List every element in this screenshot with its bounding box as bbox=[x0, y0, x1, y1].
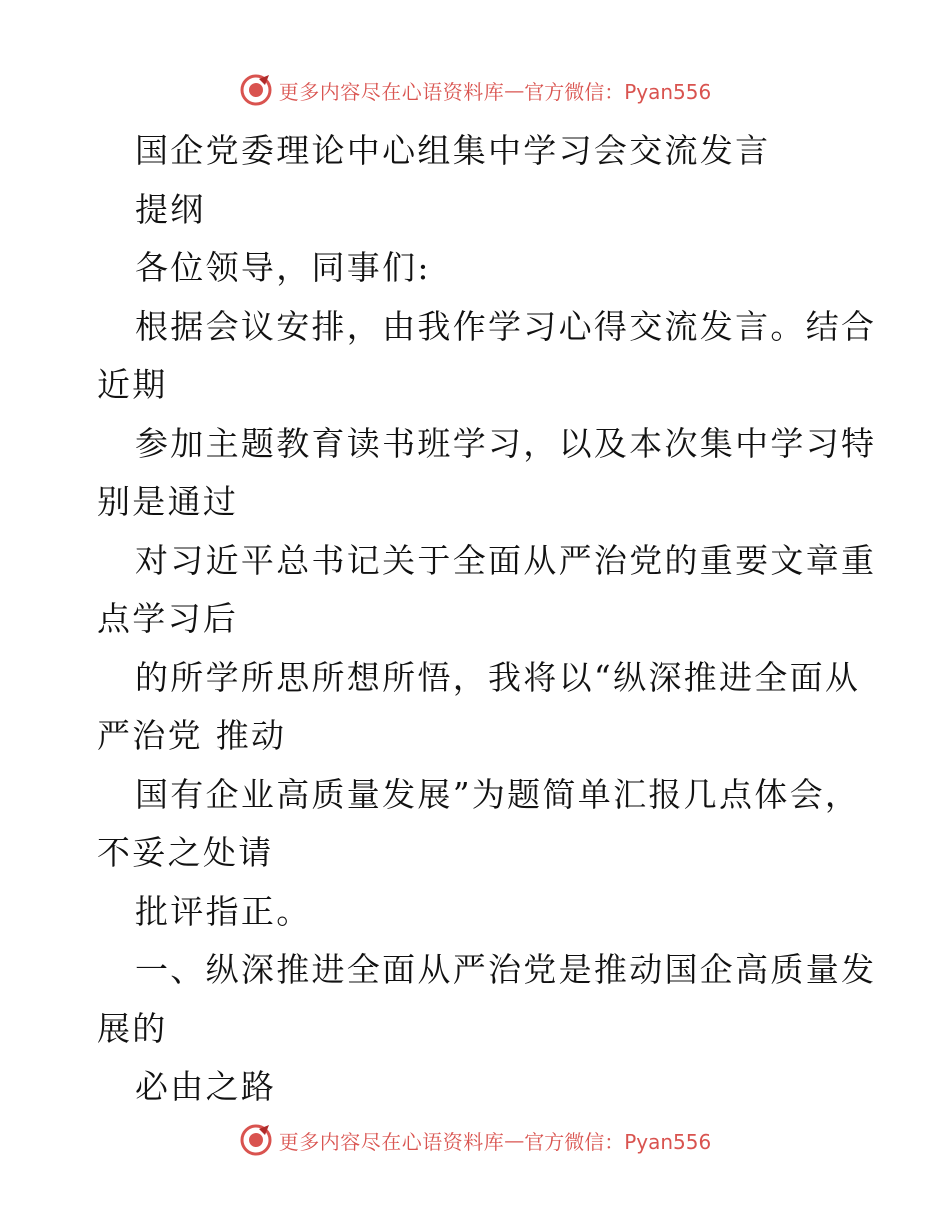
paragraph-line: 别是通过 bbox=[97, 482, 239, 521]
watermark-wechat-text: 官方微信：Pyan556 bbox=[524, 79, 712, 104]
section-heading-line: 必由之路 bbox=[135, 1067, 277, 1106]
paragraph-line: 的所学所思所想所悟，我将以“纵深推进全面从 bbox=[135, 657, 861, 697]
paragraph-line: 参加主题教育读书班学习，以及本次集中学习特 bbox=[135, 423, 877, 463]
section-heading-line: 一、纵深推进全面从严治党是推动国企高质量发 bbox=[135, 950, 877, 989]
watermark-brand-text: 更多内容尽在心语资料库 bbox=[278, 79, 505, 104]
section-heading-line: 展的 bbox=[97, 1008, 168, 1048]
doc-title-line-1: 国企党委理论中心组集中学习会交流发言 bbox=[135, 131, 771, 170]
watermark-wechat-text: 官方微信：Pyan556 bbox=[524, 1129, 712, 1154]
paragraph-line: 批评指正。 bbox=[135, 891, 312, 931]
document-body bbox=[97, 122, 877, 1117]
watermark-brand-text: 更多内容尽在心语资料库 bbox=[278, 1129, 505, 1154]
brand-logo-icon bbox=[239, 1123, 273, 1157]
header-watermark bbox=[0, 70, 950, 110]
paragraph-line: 根据会议安排，由我作学习心得交流发言。结合 bbox=[135, 306, 877, 346]
watermark-separator: — bbox=[504, 78, 525, 102]
paragraph-line: 近期 bbox=[97, 365, 168, 404]
salutation: 各位领导，同事们: bbox=[135, 248, 431, 287]
paragraph-line: 不妥之处请 bbox=[97, 833, 274, 872]
footer-watermark bbox=[0, 1120, 950, 1160]
brand-logo-icon bbox=[239, 73, 273, 107]
paragraph-line: 点学习后 bbox=[97, 599, 239, 638]
watermark-separator: — bbox=[504, 1128, 525, 1152]
doc-title-line-2: 提纲 bbox=[135, 189, 206, 229]
paragraph-line: 国有企业高质量发展”为题简单汇报几点体会， bbox=[135, 774, 861, 814]
paragraph-line: 严治党 推动 bbox=[97, 716, 287, 755]
paragraph-line: 对习近平总书记关于全面从严治党的重要文章重 bbox=[135, 540, 877, 580]
